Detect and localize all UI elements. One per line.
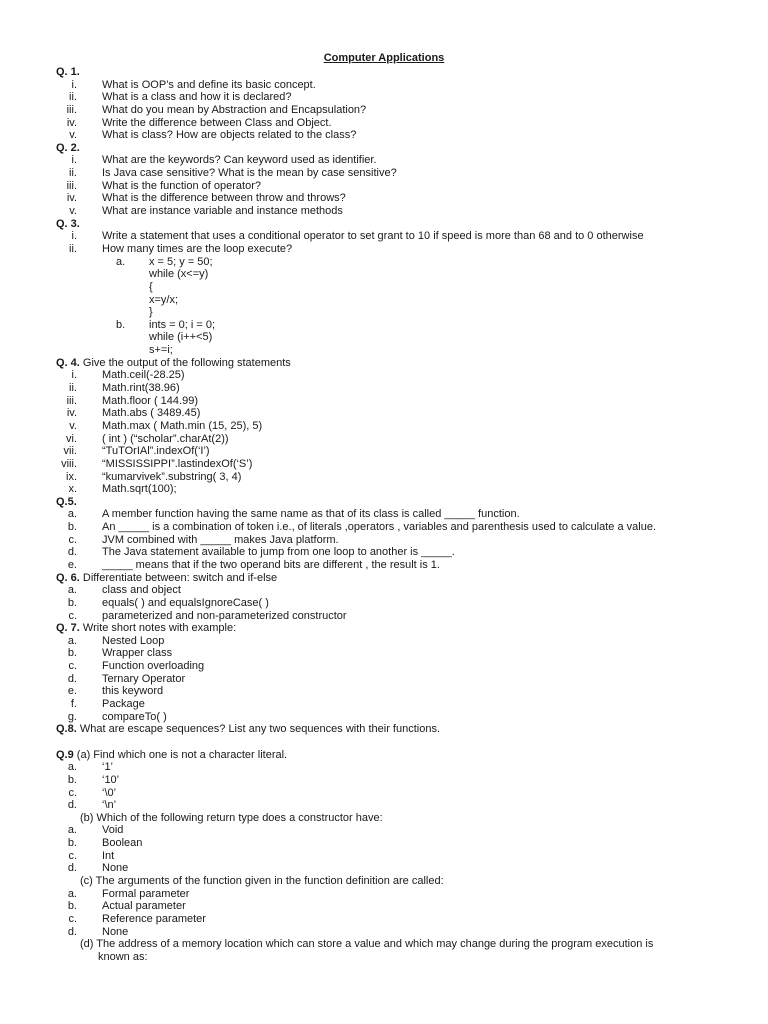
sub-question-heading-continued: known as: [98,950,148,963]
list-item: v. What are instance variable and instance methods [69,205,343,218]
list-item: b. An _____ is a combination of token i.e., of literals ,operators , variables and parenthesis used to calculate a value. [67,521,656,534]
list-item: d. None [67,925,129,938]
list-item: v. What is class? How are objects related to the class? [69,129,357,142]
list-item: i. What is OOP’s and define its basic concept. [71,78,316,91]
list-item: d. ‘\n’ [67,799,117,812]
list-item: v. Math.max ( Math.min (15, 25), 5) [69,419,263,432]
list-item: c. Int [68,849,115,862]
list-item: a. A member function having the same name as that of its class is called _____ function. [67,508,520,521]
list-item: b. Boolean [67,837,143,850]
code-line: while (i++<5) [149,331,213,344]
list-item: i. Math.ceil(-28.25) [71,369,185,382]
list-item: vii. “TuTOrIAl”.indexOf(‘I’) [63,445,210,458]
question-4-heading: Q. 4. Give the output of the following statements [56,356,291,369]
list-item: c. ‘\0’ [68,786,117,799]
list-item: b. ‘10’ [67,773,120,786]
list-item: ii. Math.rint(38.96) [69,382,180,395]
list-item: ix. “kumarvivek”.substring( 3, 4) [66,470,242,483]
list-item: e. this keyword [67,685,164,698]
document-page [0,52,768,963]
question-9-heading: Q.9 (a) Find which one is not a character literal. [56,748,288,761]
sub-question-heading: (b) Which of the following return type does a constructor have: [80,811,383,824]
list-item: iv. What is the difference between throw and throws? [66,192,346,205]
sub-question-heading: (c) The arguments of the function given in the function definition are called: [80,875,444,887]
list-item: vi. ( int ) (“scholar”.charAt(2)) [66,432,229,445]
list-item: i. What are the keywords? Can keyword used as identifier. [71,154,377,167]
list-item: ii. What is a class and how it is declared? [69,91,292,104]
list-item: iv. Math.abs ( 3489.45) [66,407,201,420]
question-1-label: Q. 1. [56,66,80,78]
question-2-label: Q. 2. [56,141,80,154]
list-item: d. None [67,862,129,875]
list-item: ii. Is Java case sensitive? What is the mean by case sensitive? [69,167,397,180]
list-item: i. Write a statement that uses a conditional operator to set grant to 10 if speed is more than 68 and to 0 otherwise [71,230,644,243]
question-8-heading: Q.8. What are escape sequences? List any two sequences with their functions. [56,723,441,736]
list-item: b. Wrapper class [67,647,173,660]
list-item: iii. Math.floor ( 144.99) [66,394,198,407]
code-line: b. ints = 0; i = 0; [116,318,216,331]
question-3-label: Q. 3. [56,217,80,230]
list-item: iv. Write the difference between Class and Object. [66,116,332,129]
code-line: { [149,280,153,293]
list-item: f. Package [70,698,145,711]
list-item: d. The Java statement available to jump from one loop to another is _____. [67,546,455,559]
list-item: e. _____ means that if the two operand bits are different , the result is 1. [67,558,440,571]
code-line: while (x<=y) [149,268,209,281]
code-line: a. x = 5; y = 50; [116,255,213,268]
list-item: viii. “MISSISSIPPI”.lastindexOf(‘S’) [61,457,253,470]
list-item: c. parameterized and non-parameterized constructor [68,609,347,622]
list-item: g. compareTo( ) [67,710,167,723]
list-item: a. class and object [67,584,181,597]
list-item: c. Reference parameter [68,912,206,925]
question-7-heading: Q. 7. Write short notes with example: [56,622,237,635]
list-item: x. Math.sqrt(100); [68,483,177,496]
list-item: a. Formal parameter [67,887,190,900]
question-6-heading: Q. 6. Differentiate between: switch and if-else [56,571,278,584]
code-line: s+=i; [149,344,173,357]
page-title: Computer Applications [323,52,445,64]
list-item: iii. What is the function of operator? [66,179,261,192]
list-item: c. JVM combined with _____ makes Java platform. [68,533,339,546]
list-item: b. Actual parameter [67,900,186,913]
list-item: a. ‘1’ [67,761,114,774]
list-item: iii. What do you mean by Abstraction and Encapsulation? [66,103,367,116]
code-line: x=y/x; [149,293,179,306]
blank-line [0,736,768,749]
list-item: c. Function overloading [68,660,205,673]
list-item: a. Nested Loop [67,634,165,647]
code-line: } [149,306,153,319]
list-item: d. Ternary Operator [67,672,186,685]
list-item: b. equals( ) and equalsIgnoreCase( ) [67,596,269,609]
sub-question-heading: (d) The address of a memory location which can store a value and which may change during the program execution is [80,938,654,951]
list-item: ii. How many times are the loop execute? [69,242,293,255]
question-5-label: Q.5. [56,495,77,508]
list-item: a. Void [67,824,124,837]
